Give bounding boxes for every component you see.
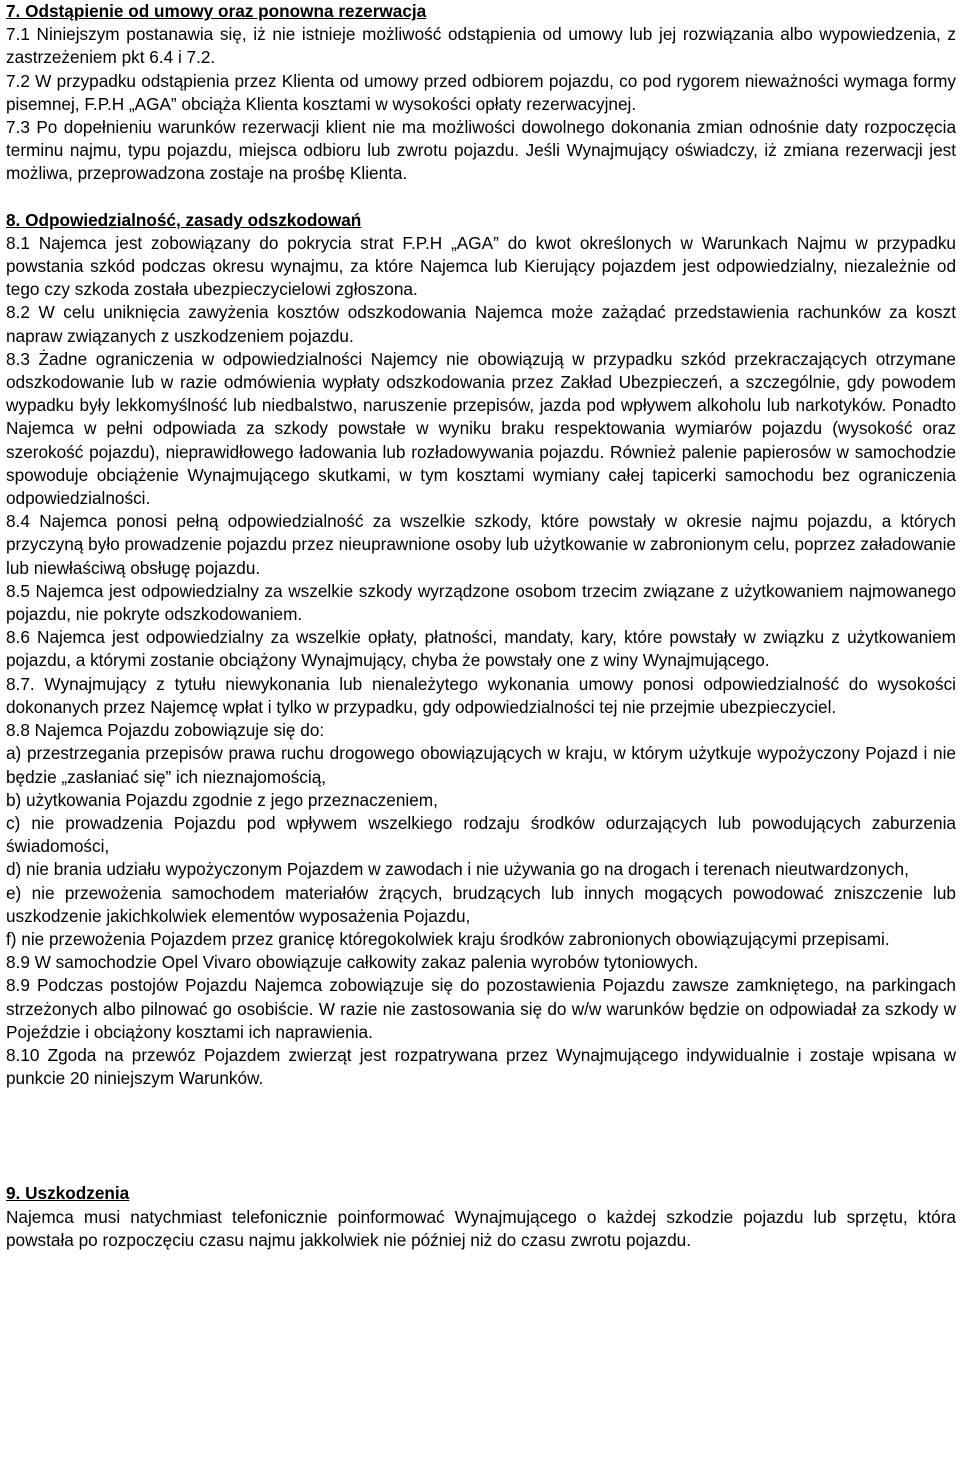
list-item-8-8-d: d) nie brania udziału wypożyczonym Pojazdem w zawodach i nie używania go na drogach i terenach nieutwardzonych,: [6, 859, 909, 880]
section-spacer: [6, 186, 956, 209]
paragraph-8-9-smoking: 8.9 W samochodzie Opel Vivaro obowiązuje całkowity zakaz palenia wyrobów tytoniowych.: [6, 952, 699, 973]
paragraph-7-2: 7.2 W przypadku odstąpienia przez Klienta od umowy przed odbiorem pojazdu, co pod rygorem nieważności wymaga formy pisemnej, F.P.H „AGA” obciąża Klienta kosztami w wysokości opłaty rezerwacyjnej.: [6, 70, 956, 114]
list-item-8-8-a: a) przestrzegania przepisów prawa ruchu drogowego obowiązujących w kraju, w którym użytkuje wypożyczony Pojazd i nie będzie „zasłaniać się” ich nieznajomością,: [6, 743, 956, 787]
document-page: [6, 0, 956, 1252]
list-item-8-8-c: c) nie prowadzenia Pojazdu pod wpływem wszelkiego rodzaju środków odurzających lub powodujących zaburzenia świadomości,: [6, 812, 956, 857]
section-9-heading: 9. Uszkodzenia: [6, 1183, 130, 1204]
paragraph-8-2: 8.2 W celu uniknięcia zawyżenia kosztów odszkodowania Najemca może zażądać przedstawienia rachunków za koszt napraw związanych z uszkodzeniem pojazdu.: [6, 302, 956, 346]
paragraph-8-4: 8.4 Najemca ponosi pełną odpowiedzialność za wszelkie szkody, które powstały w okresie najmu pojazdu, a których przyczyną było prowadzenie pojazdu przez nieuprawnione osoby lub użytkowanie w zabronionym celu, poprzez załadowanie lub niewłaściwą obsługę pojazdu.: [6, 511, 956, 578]
paragraph-8-9-parking: 8.9 Podczas postojów Pojazdu Najemca zobowiązuje się do pozostawienia Pojazdu zawsze zamkniętego, na parkingach strzeżonych albo pilnować go osobiście. W razie nie zastosowania się do w/w warunków będzie on odpowiadał za szkody w Pojeździe i obciążony kosztami ich naprawienia.: [6, 975, 956, 1042]
paragraph-7-3: 7.3 Po dopełnieniu warunków rezerwacji klient nie ma możliwości dowolnego dokonania zmian odnośnie daty rozpoczęcia terminu najmu, typu pojazdu, miejsca odbioru lub zwrotu pojazdu. Jeśli Wynajmujący oświadczy, iż zmiana rezerwacji jest możliwa, przeprowadzona zostaje na prośbę Klienta.: [6, 117, 956, 184]
paragraph-8-7: 8.7. Wynajmujący z tytułu niewykonania lub nienależytego wykonania umowy ponosi odpowiedzialność do wysokości dokonanych przez Najemcę wpłat i tylko w przypadku, gdy odpowiedzialności tej nie przejmie ubezpieczyciel.: [6, 673, 956, 717]
paragraph-8-1: 8.1 Najemca jest zobowiązany do pokrycia strat F.P.H „AGA” do kwot określonych w Warunkach Najmu w przypadku powstania szkód podczas okresu wynajmu, za które Najemca lub Kierujący pojazdem jest odpowiedzialny, niezależnie od tego czy szkoda została ubezpieczycielowi zgłoszona.: [6, 232, 956, 300]
section-spacer: [6, 1090, 956, 1182]
section-7-heading: 7. Odstąpienie od umowy oraz ponowna rezerwacja: [6, 1, 427, 21]
list-item-8-8-e: e) nie przewożenia samochodem materiałów żrących, brudzących lub innych mogących powodować zniszczenie lub uszkodzenie jakichkolwiek elementów wyposażenia Pojazdu,: [6, 882, 956, 926]
paragraph-8-5: 8.5 Najemca jest odpowiedzialny za wszelkie szkody wyrządzone osobom trzecim związane z użytkowaniem najmowanego pojazdu, nie pokryte odszkodowaniem.: [6, 580, 956, 625]
paragraph-8-6: 8.6 Najemca jest odpowiedzialny za wszelkie opłaty, płatności, mandaty, kary, które powstały w związku z użytkowaniem pojazdu, a którymi zostanie obciążony Wynajmujący, chyba że powstały one z winy Wynajmującego.: [6, 627, 956, 671]
list-item-8-8-b: b) użytkowania Pojazdu zgodnie z jego przeznaczeniem,: [6, 789, 438, 810]
paragraph-8-10: 8.10 Zgoda na przewóz Pojazdem zwierząt jest rozpatrywana przez Wynajmującego indywidualnie i zostaje wpisana w punkcie 20 niniejszym Warunków.: [6, 1044, 956, 1089]
paragraph-8-3: 8.3 Żadne ograniczenia w odpowiedzialności Najemcy nie obowiązują w przypadku szkód przekraczających otrzymane odszkodowanie lub w razie odmówienia wypłaty odszkodowania przez Zakład Ubezpieczeń, a szczególnie, gdy powodem wypadku były lekkomyślność lub niedbalstwo, naruszenie przepisów, jazda pod wpływem alkoholu lub narkotyków. Ponadto Najemca w pełni odpowiada za szkody powstałe w wyniku braku respektowania wymiarów pojazdu (wysokość oraz szerokość pojazdu), nieprawidłowego ładowania lub rozładowywania pojazdu. Również palenie papierosów w samochodzie spowoduje obciążenie Wynajmującego skutkami, w tym kosztami wymiany całej tapicerki samochodu bez ograniczenia odpowiedzialności.: [6, 348, 956, 509]
paragraph-8-8-intro: 8.8 Najemca Pojazdu zobowiązuje się do:: [6, 720, 325, 741]
section-8-heading: 8. Odpowiedzialność, zasady odszkodowań: [6, 209, 362, 230]
list-item-8-8-f: f) nie przewożenia Pojazdem przez granicę któregokolwiek kraju środków zabronionych obowiązującymi przepisami.: [6, 928, 890, 949]
paragraph-7-1: 7.1 Niniejszym postanawia się, iż nie istnieje możliwość odstąpienia od umowy lub jej rozwiązania albo wypowiedzenia, z zastrzeżeniem pkt 6.4 i 7.2.: [6, 24, 956, 68]
paragraph-9-1: Najemca musi natychmiast telefonicznie poinformować Wynajmującego o każdej szkodzie pojazdu lub sprzętu, która powstała po rozpoczęciu czasu najmu jakkolwiek nie później niż do czasu zwrotu pojazdu.: [6, 1206, 956, 1250]
